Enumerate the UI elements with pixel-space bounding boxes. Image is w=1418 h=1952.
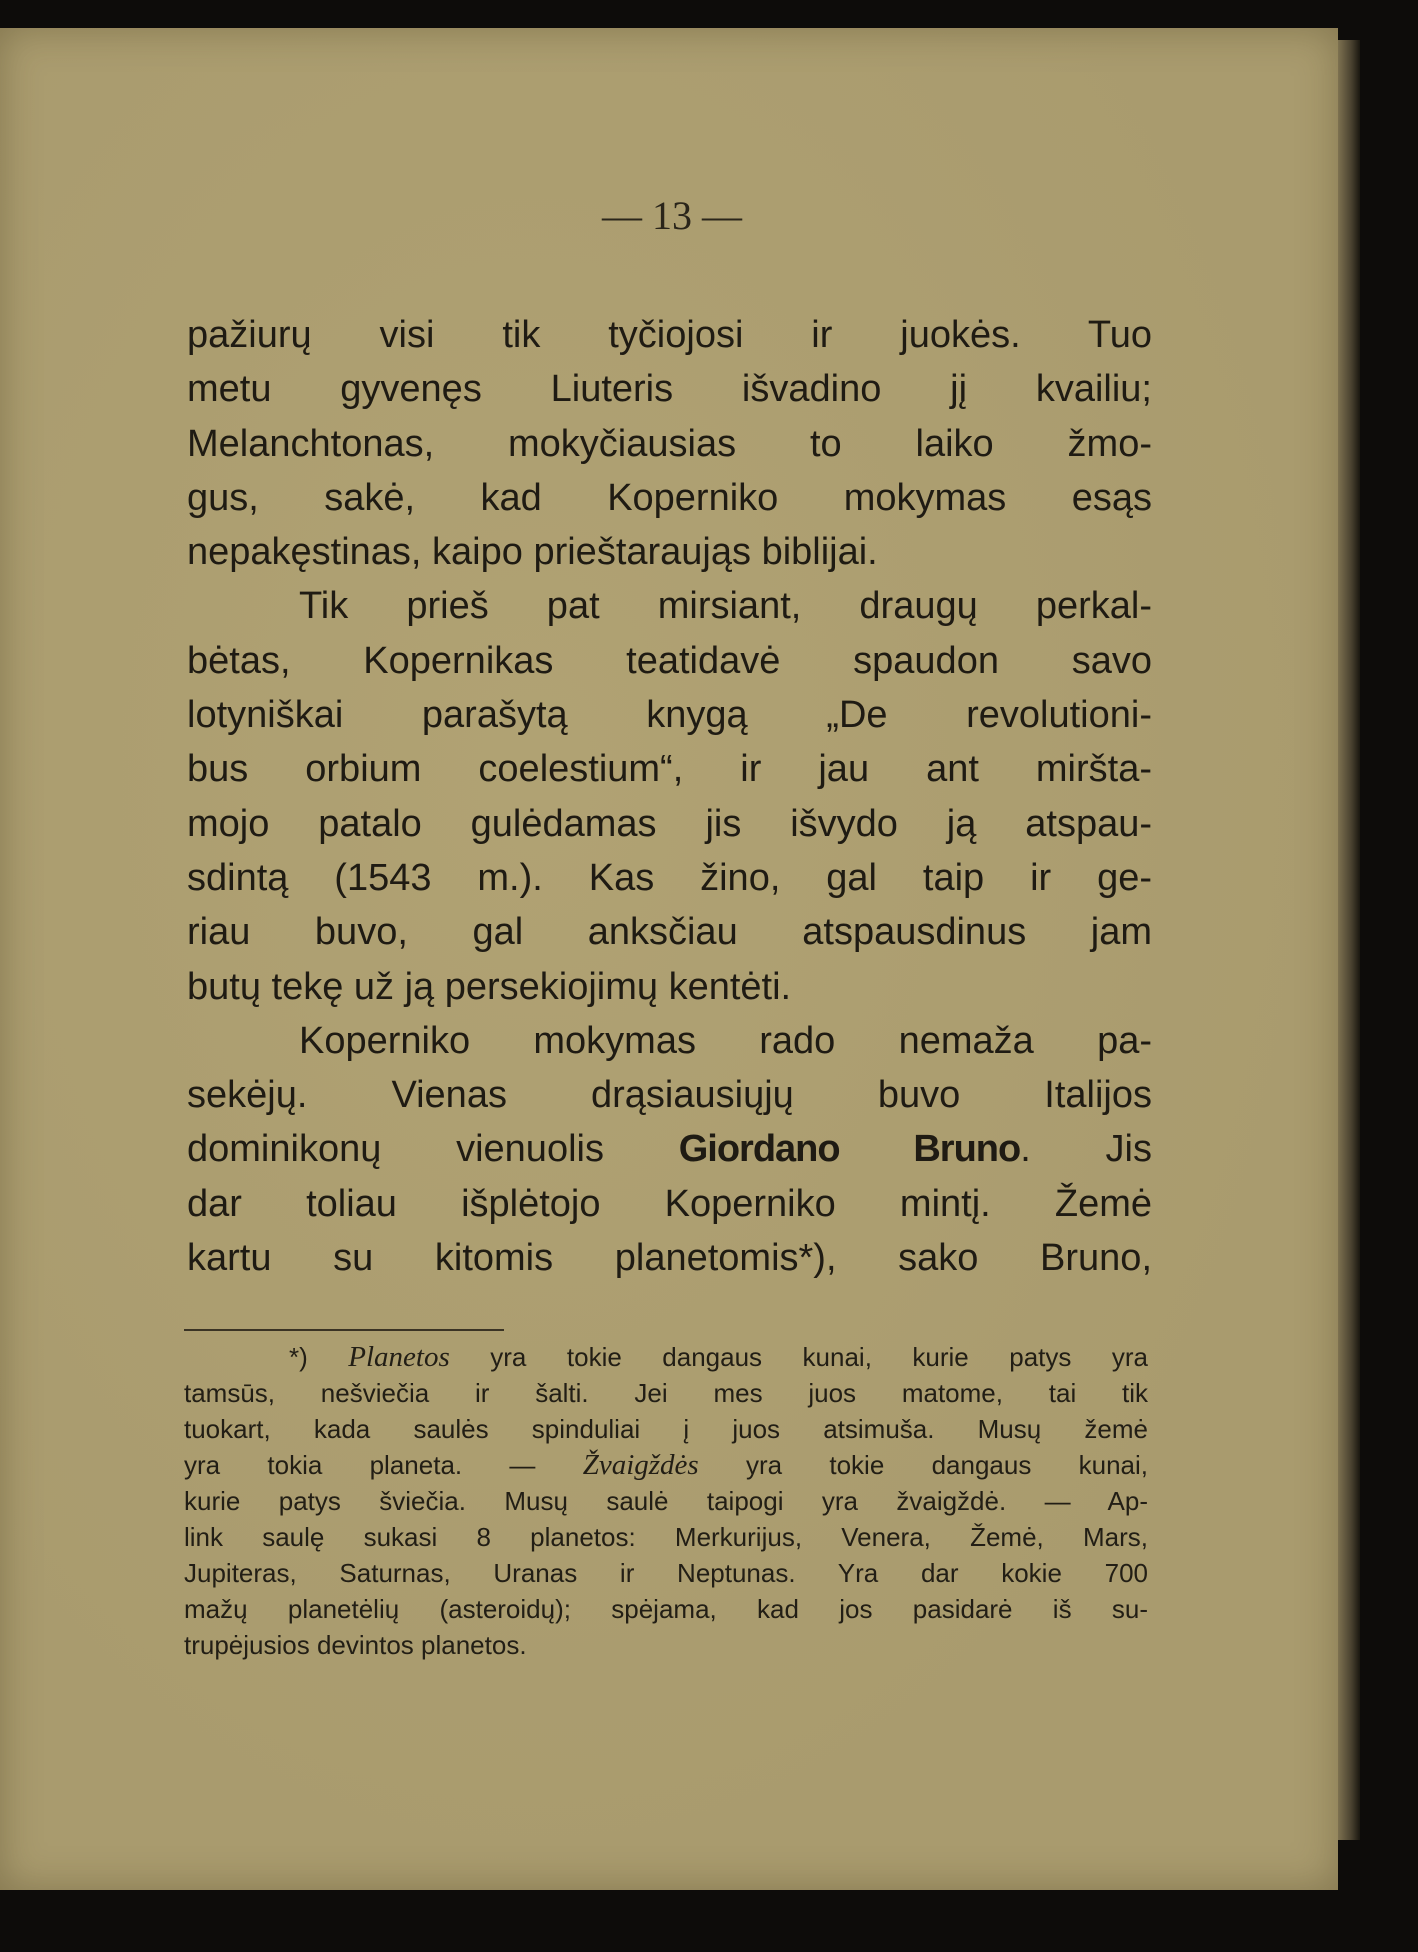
text-line: pažiurų visi tik tyčiojosi ir juokės. Tuo [187, 314, 1152, 356]
text-line: kartu su kitomis planetomis*), sako Bruno, [187, 1237, 1152, 1280]
text-line: sekėjų. Vienas drąsiausiųjų buvo Italijos [187, 1074, 1152, 1117]
footnote-line: kurie patys šviečia. Musų saulė taipogi yra žvaigždė. — Ap- [184, 1486, 1148, 1516]
footnote-line: tuokart, kada saulės spinduliai į juos atsimuša. Musų žemė [184, 1414, 1148, 1444]
page-number: — 13 — [602, 193, 742, 238]
footnote [184, 1339, 1148, 1663]
text-line [187, 1122, 1152, 1176]
text-line: metu gyvenęs Liuteris išvadino jį kvailiu; [187, 368, 1152, 411]
footnote-line: link saulę sukasi 8 planetos: Merkurijus, Venera, Žemė, Mars, [184, 1522, 1148, 1552]
page-edge [1338, 40, 1360, 1840]
text-line: butų tekę už ją persekiojimų kentėti. [187, 965, 792, 1008]
text-segment: dominikonų vienuolis [187, 1128, 679, 1171]
footnote-line: Jupiteras, Saturnas, Uranas ir Neptunas. Yra dar kokie 700 [184, 1558, 1148, 1588]
text-line: sdintą (1543 m.). Kas žino, gal taip ir ge- [187, 856, 1152, 899]
italic-term: Žvaigždės [582, 1449, 699, 1481]
text-line: bėtas, Kopernikas teatidavė spaudon savo [187, 639, 1152, 682]
italic-term: Planetos [348, 1341, 450, 1373]
text-line: bus orbium coelestium“, ir jau ant miršta- [187, 748, 1152, 791]
body-text [187, 308, 1152, 1285]
footnote-line: tamsūs, nešviečia ir šalti. Jei mes juos matome, tai tik [184, 1378, 1148, 1408]
text-line: Melanchtonas, mokyčiausias to laiko žmo- [187, 422, 1152, 465]
footnote-line [184, 1339, 1148, 1375]
bold-name: Giordano Bruno [678, 1128, 1021, 1171]
text-line: Koperniko mokymas rado nemaža pa- [299, 1019, 1152, 1062]
text-line: nepakęstinas, kaipo prieštaraująs biblijai. [187, 531, 878, 574]
text-line: Tik prieš pat mirsiant, draugų perkal- [299, 585, 1152, 628]
text-segment: yra tokia planeta. — [184, 1450, 583, 1480]
footnote-rule [184, 1329, 504, 1331]
footnote-marker: *) [289, 1342, 349, 1372]
footnote-line: mažų planetėlių (asteroidų); spėjama, kad jos pasidarė iš su- [184, 1594, 1148, 1624]
text-segment: yra tokie dangaus kunai, [698, 1450, 1148, 1480]
text-line: mojo patalo gulėdamas jis išvydo ją atspau- [187, 802, 1152, 845]
text-segment: yra tokie dangaus kunai, kurie patys yra [449, 1342, 1149, 1372]
text-line: lotyniškai parašytą knygą „De revolutioni- [187, 694, 1152, 737]
text-line: dar toliau išplėtojo Koperniko mintį. Žemė [187, 1182, 1152, 1225]
text-line: riau buvo, gal anksčiau atspausdinus jam [187, 911, 1152, 954]
text-segment: . Jis [1020, 1128, 1152, 1171]
footnote-line [184, 1447, 1148, 1483]
text-line: gus, sakė, kad Koperniko mokymas esąs [187, 476, 1152, 519]
footnote-line: trupėjusios devintos planetos. [184, 1630, 527, 1660]
